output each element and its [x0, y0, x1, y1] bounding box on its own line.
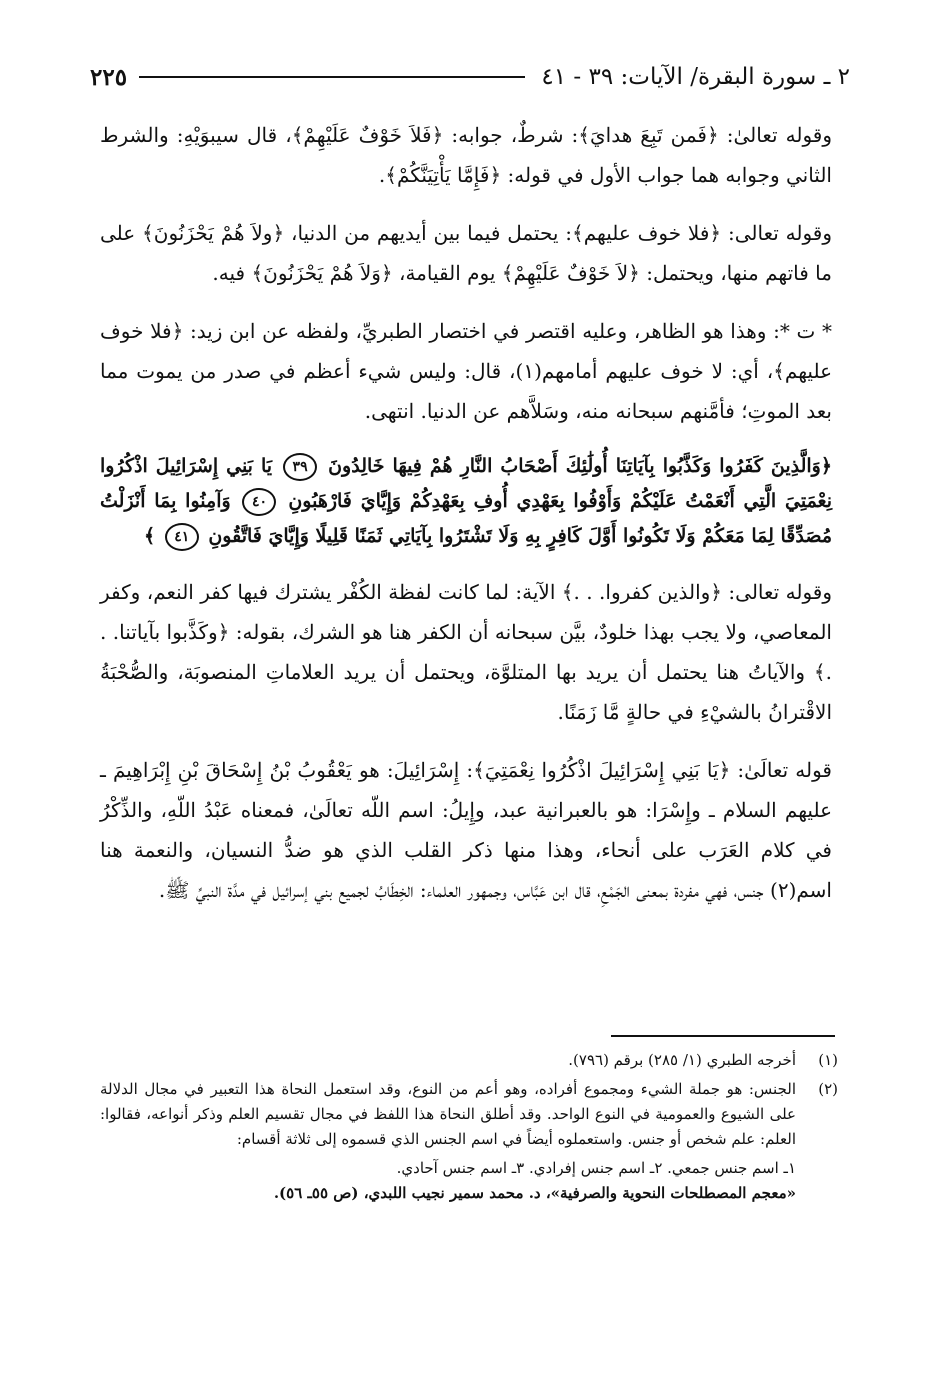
surah-title: ٢ ـ سورة البقرة/ الآيات: ٣٩ - ٤١: [541, 64, 850, 90]
footnote-number: (٢): [818, 1080, 838, 1098]
verse-close-bracket: ﴾: [143, 525, 156, 547]
footnote: [100, 1077, 838, 1152]
verse-number-41: ٤١: [165, 523, 199, 551]
footnote-number: (١): [818, 1051, 838, 1069]
footnotes: [100, 1048, 838, 1206]
verse-number-39: ٣٩: [283, 453, 317, 481]
paragraph: وقوله تعالىٰ: ﴿فَمن تَبِعَ هدايَ﴾: شرطٌ، جوابه: ﴿فَلاَ خَوْفٌ عَلَيْهِمْ﴾، قال سيبوَيْهِ: والشرط الثاني وجوابه هما جواب الأول في قوله: ﴿فَإِمَّا يَأْتِيَنَّكُمْ﴾.: [100, 123, 832, 187]
page-number: ٢٢٥: [90, 63, 128, 91]
footnote-text: أخرجه الطبري (١/ ٢٨٥) برقم (٧٩٦).: [568, 1051, 796, 1069]
verse-39: ﴿وَالَّذِينَ كَفَرُوا وَكَذَّبُوا بِآيَاتِنَا أُولَٰئِكَ أَصْحَابُ النَّارِ هُمْ فِيهَا خَالِدُونَ: [328, 455, 832, 477]
header-rule: [139, 76, 525, 78]
verse-41: وَآمِنُوا بِمَا أَنْزَلْتُ مُصَدِّقًا لِمَا مَعَكُمْ وَلَا تَكُونُوا أَوَّلَ كَافِرٍ بِهِ وَلَا تَشْتَرُوا بِآيَاتِي ثَمَنًا قَلِيلًا وَإِيَّايَ فَاتَّقُونِ: [100, 490, 832, 547]
footnote-text: الجنس: هو جملة الشيء ومجموع أفراده، وهو أعم من النوع، وقد استعمل النحاة هذا التعبير في مجال الدلالة على الشيوع والعمومية في النوع الواحد. وقد أطلق النحاة هذا اللفظ في مجال تقسيم العلم وذكر أنواعه، فقالوا: العلم: علم شخص أو جنس. واستعملوه أيضاً في اسم الجنس الذي قسموه إلى ثلاثة أقسام:: [100, 1080, 796, 1148]
paragraph: قوله تعالَىٰ: ﴿يَا بَنِي إِسْرَائِيلَ اذْكُرُوا نِعْمَتِيَ﴾: إِسْرَائِيلَ: هو يَعْقُوبُ بْنُ إِسْحَاقَ بْنِ إِبْرَاهِيمَ ـ عليهم السلام ـ وإِسْرَا: هو بالعبرانية عبد، وإِيلُ: اسم اللّه تعالَىٰ، فمعناه عَبْدُ اللّهِ، والذِّكْرُ في كلام العَرَب على أنحاء، وهذا منها ذكر القلب الذي هو ضدُّ النسيان، والنعمة هنا اسم(٢) جنس، فهي مفردة بمعنى الجَمْعِ، قال ابن عَبَّاس، وجمهور العلماء: الخِطَابُ لجميع بني إسرائيل في مدَّة النبيِّ ﷺ.: [100, 758, 832, 902]
footnote-separator: [611, 1035, 835, 1037]
quran-verses-block: [100, 449, 832, 554]
paragraph: وقوله تعالى: ﴿والذين كفروا. . .﴾ الآية: لما كانت لفظة الكُفْر يشترك فيها كفر النعم، وكفر المعاصي، ولا يجب بهذا خلودٌ، بيَّن سبحانه أن الكفر هنا هو الشرك، بقوله: ﴿وكَذَّبوا بآياتنا. . .﴾ والآياتُ هنا يحتمل أن يريد بها المتلوَّة، ويحتمل أن يريد العلاماتِ المنصوبَة، والصُّحْبَةُ الاقْترانُ بالشيْءِ في حالةٍ مَّا زَمَنًا.: [100, 580, 832, 724]
main-text: [100, 115, 832, 928]
verse-40: يَا بَنِي إِسْرَائِيلَ اذْكُرُوا نِعْمَتِيَ الَّتِي أَنْعَمْتُ عَلَيْكُمْ وَأَوْفُوا بِعَهْدِي أُوفِ بِعَهْدِكُمْ وَإِيَّايَ فَارْهَبُونِ: [100, 455, 833, 512]
paragraph: وقوله تعالى: ﴿فلا خوف عليهم﴾: يحتمل فيما بين أيديهم من الدنيا، ﴿ولاَ هُمْ يَحْزَنُونَ﴾ على ما فاتهم منها، ويحتمل: ﴿لاَ خَوْفٌ عَلَيْهِمْ﴾ يوم القيامة، ﴿وَلاَ هُمْ يَحْزَنُونَ﴾ فيه.: [100, 221, 832, 285]
footnote-reference: «معجم المصطلحات النحوية والصرفية»، د. محمد سمير نجيب اللبدي، (ص ٥٥ـ ٥٦).: [273, 1184, 796, 1202]
verse-number-40: ٤٠: [242, 488, 276, 516]
footnote-types-list: ١ـ اسم جنس جمعي. ٢ـ اسم جنس إفرادي. ٣ـ اسم جنس آحادي.: [396, 1159, 796, 1177]
running-header: [90, 60, 850, 94]
paragraph: * ت *: وهذا هو الظاهر، وعليه اقتصر في اختصار الطبريِّ، ولفظه عن ابن زيد: ﴿فلا خوف عليهم﴾، أي: لا خوف عليهم أمامهم(١)، قال: وليس شيء أعظم في صدر من يموت مما بعد الموتِ؛ فأمَّنهم سبحانه منه، وسَلاَّهم عن الدنيا. انتهى.: [100, 319, 833, 423]
footnote: [100, 1048, 838, 1073]
